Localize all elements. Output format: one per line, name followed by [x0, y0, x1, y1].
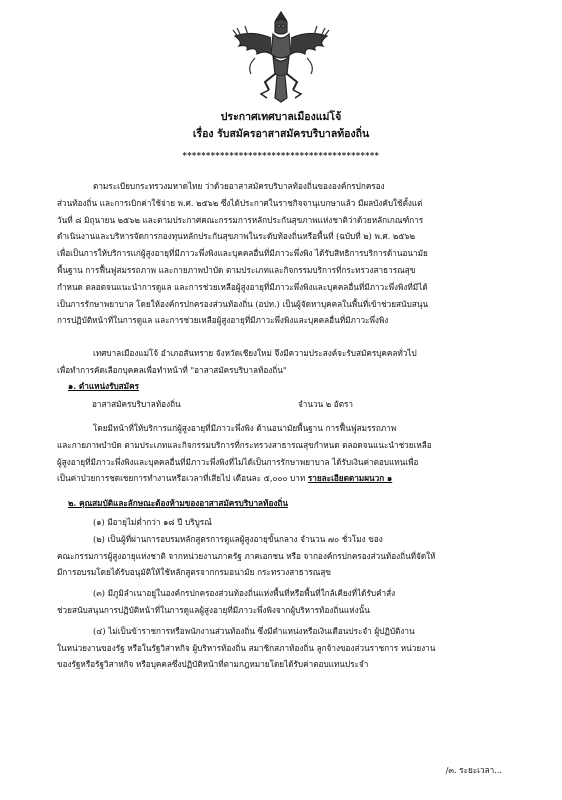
criteria-item: ช่วยสนับสนุนการปฏิบัติหน้าที่ในการดูแลผู้สูงอายุที่มีภาวะพึ่งพิงจากผู้บริหารท้องถิ่นแห่งนั้น — [57, 604, 370, 615]
section2-heading: ๒. คุณสมบัติและลักษณะต้องห้ามของอาสาสมัครบริบาลท้องถิ่น — [68, 498, 288, 508]
intro-line: ตามระเบียบกระทรวงมหาดไทย ว่าด้วยอาสาสมัครบริบาลท้องถิ่นขององค์กรปกครอง — [93, 181, 385, 191]
position-name: อาสาสมัครบริบาลท้องถิ่น — [92, 399, 181, 409]
criteria-item: (๔) ไม่เป็นข้าราชการหรือพนักงานส่วนท้องถิ่น ซึ่งมีตำแหน่งหรือเงินเดือนประจำ ผู้ปฏิบัติงาน — [93, 625, 415, 636]
criteria-item: (๓) มีภูมิลำเนาอยู่ในองค์กรปกครองส่วนท้องถิ่นแห่งพื้นที่หรือพื้นที่ใกล้เคียงที่ได้รับคำสั่ง — [93, 588, 396, 599]
intro-line: พื้นฐาน การฟื้นฟูสมรรถภาพ และกายภาพบำบัด ตามประเภทและกิจกรรมบริการที่กระทรวงสาธารณสุข — [57, 264, 416, 275]
criteria-item: (๒) เป็นผู้ที่ผ่านการอบรมหลักสูตรการดูแลผู้สูงอายุขั้นกลาง จำนวน ๗๐ ชั่วโมง ของ — [93, 533, 383, 544]
org-title: ประกาศเทศบาลเมืองแม่โจ้ — [220, 111, 342, 123]
recruit-line: เพื่อทำการคัดเลือกบุคคลเพื่อทำหน้าที่ "อาสาสมัครบริบาลท้องถิ่น" — [57, 364, 287, 375]
sec1-line: โดยมีหน้าที่ให้บริการแก่ผู้สูงอายุที่มีภาวะพึ่งพิง ด้านอนามัยพื้นฐาน การฟื้นฟูสมรรถภาพ — [93, 423, 397, 433]
intro-line: เพื่อเป็นการให้บริการแก่ผู้สูงอายุที่มีภาวะพึ่งพิงและบุคคลอื่นที่มีภาวะพึ่งพิง ได้รับสิทธิการบริการด้านอนามัย — [57, 248, 428, 259]
sec1-line: เป็นค่าป่วยการชดเชยการทำงานหรือเวลาที่เสียไป เดือนละ ๕,๐๐๐ บาท รายละเอียดตามผนวก ๑ — [57, 473, 393, 484]
criteria-item: คณะกรรมการผู้สูงอายุแห่งชาติ จากหน่วยงานภาครัฐ ภาคเอกชน หรือ จากองค์กรปกครองส่วนท้องถิ่นที่จัดให้ — [57, 550, 436, 561]
sec1-line: และกายภาพบำบัด ตามประเภทและกิจกรรมบริการที่กระทรวงสาธารณสุขกำหนด ตลอดจนแนะนำช่วยเหลือ — [57, 439, 432, 450]
section1-body — [57, 420, 502, 487]
criteria-item: (๑) มีอายุไม่ต่ำกว่า ๑๘ ปี บริบูรณ์ — [93, 517, 212, 527]
intro-line: ส่วนท้องถิ่น และการเบิกค่าใช้จ่าย พ.ศ. ๒๕๖๒ ซึ่งได้ประกาศในราชกิจจานุเบกษาแล้ว มีผลบังคับใช้ตั้งแต่ — [57, 197, 423, 208]
page-continuation: /๓. ระยะเวลา... — [445, 765, 502, 775]
criteria-item: มีการอบรมโดยได้รับอนุมัติให้ใช้หลักสูตรจากกรมอนามัย กระทรวงสาธารณสุข — [57, 567, 331, 578]
garuda-emblem-icon — [229, 8, 333, 104]
intro-paragraph — [57, 178, 502, 329]
intro-line: วันที่ ๘ มิถุนายน ๒๕๖๒ และตามประกาศคณะกรรมการหลักประกันสุขภาพแห่งชาติว่าด้วยหลักเกณฑ์การ — [57, 214, 424, 225]
criteria-item: ในหน่วยงานของรัฐ หรือในรัฐวิสาหกิจ ผู้บริหารท้องถิ่น สมาชิกสภาท้องถิ่น ลูกจ้างของส่วนราชการ หน่วยงาน — [57, 642, 436, 653]
position-count: จำนวน ๒ อัตรา — [298, 399, 354, 409]
intro-line: กำหนด ตลอดจนแนะนำการดูแล และการช่วยเหลือผู้สูงอายุที่มีภาวะพึ่งพิงและบุคคลอื่นที่มีภาวะพึ่งพิงที่มีได้ — [57, 281, 428, 292]
section2-body — [57, 514, 502, 673]
appendix-link: รายละเอียดตามผนวก ๑ — [307, 473, 393, 484]
recruitment-paragraph — [57, 345, 502, 379]
intro-line: เป็นการรักษาพยาบาล โดยให้องค์กรปกครองส่วนท้องถิ่น (อปท.) เป็นผู้จัดหาบุคคลในพื้นที่เข้าช่วยสนับสนุน — [57, 298, 429, 309]
divider-stars: ****************************************** — [182, 150, 380, 160]
criteria-item: ของรัฐหรือรัฐวิสาหกิจ หรือบุคคลซึ่งปฏิบัติหน้าที่ตามกฎหมายโดยได้รับค่าตอบแทนประจำ — [57, 659, 369, 670]
intro-line: การปฏิบัติหน้าที่ในการดูแล และการช่วยเหลือผู้สูงอายุที่มีภาวะพึ่งพิงและบุคคลอื่นที่มีภาวะพึ่งพิง — [57, 315, 389, 326]
intro-line: ดำเนินงานและบริหารจัดการกองทุนหลักประกันสุขภาพในระดับท้องถิ่นหรือพื้นที่ (ฉบับที่ ๒) พ.ศ. ๒๕๖๒ — [57, 231, 416, 242]
sec1-line: ผู้สูงอายุที่มีภาวะพึ่งพิงและบุคคลอื่นที่มีภาวะพึ่งพิงที่ไม่ได้เป็นการรักษาพยาบาล ได้รับเงินค่าตอบแทนเพื่อ — [57, 456, 419, 467]
subject-title: เรื่อง รับสมัครอาสาสมัครบริบาลท้องถิ่น — [192, 128, 370, 140]
section1-heading: ๑. ตำแหน่งรับสมัคร — [68, 381, 139, 391]
recruit-line: เทศบาลเมืองแม่โจ้ อำเภอสันทราย จังหวัดเชียงใหม่ จึงมีความประสงค์จะรับสมัครบุคคลทั่วไป — [93, 348, 417, 358]
